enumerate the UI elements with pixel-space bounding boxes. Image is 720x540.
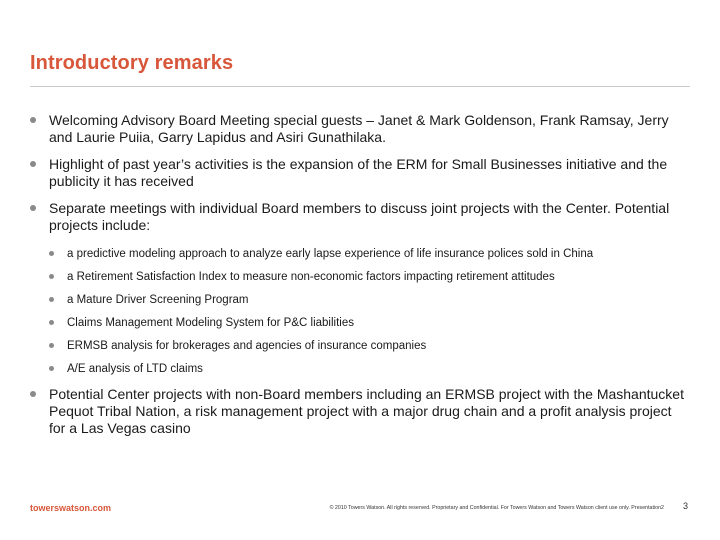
sub-bullet-item xyxy=(49,362,690,376)
sub-bullet-text: A/E analysis of LTD claims xyxy=(67,363,203,375)
bullet-text: Separate meetings with individual Board members to discuss joint projects with the Center. Potential projects include: xyxy=(49,200,670,233)
sub-bullet-list xyxy=(49,247,690,376)
sub-bullet-item xyxy=(49,339,690,353)
sub-bullet-item xyxy=(49,293,690,307)
sub-bullet-item xyxy=(49,270,690,284)
sub-bullet-dot-icon xyxy=(49,343,54,348)
sub-bullet-text: ERMSB analysis for brokerages and agencies of insurance companies xyxy=(67,340,427,352)
bullet-text: Welcoming Advisory Board Meeting special guests – Janet & Mark Goldenson, Frank Ramsay, Jerry and Laurie Puiia, Garry Lapidus and Asiri Gunathilaka. xyxy=(49,112,669,145)
sub-bullet-text: a predictive modeling approach to analyze early lapse experience of life insurance polices sold in China xyxy=(67,248,594,260)
bullet-dot-icon xyxy=(30,391,36,397)
bullet-dot-icon xyxy=(30,117,36,123)
bullet-dot-icon xyxy=(30,161,36,167)
sub-bullet-text: a Retirement Satisfaction Index to measure non-economic factors impacting retirement attitudes xyxy=(67,271,555,283)
sub-bullet-item xyxy=(49,247,690,261)
bullet-item xyxy=(30,156,690,190)
company-logo-text: towerswatson.com xyxy=(30,503,112,513)
sub-bullet-dot-icon xyxy=(49,320,54,325)
bullet-item xyxy=(30,386,690,437)
page-number: 3 xyxy=(683,501,689,511)
slide-title: Introductory remarks xyxy=(30,52,234,74)
copyright-notice: © 2010 Towers Watson. All rights reserved. Proprietary and Confidential. For Towers Watson and Towers Watson client use only. Presentation2 xyxy=(329,505,664,511)
bullet-list xyxy=(30,112,690,447)
bullet-text: Highlight of past year’s activities is the expansion of the ERM for Small Businesses initiative and the publicity it has received xyxy=(49,156,668,189)
bullet-item xyxy=(30,112,690,146)
sub-bullet-text: Claims Management Modeling System for P&C liabilities xyxy=(67,317,354,329)
sub-bullet-dot-icon xyxy=(49,366,54,371)
sub-bullet-dot-icon xyxy=(49,297,54,302)
bullet-dot-icon xyxy=(30,205,36,211)
title-divider xyxy=(30,86,690,87)
sub-bullet-item xyxy=(49,316,690,330)
sub-bullet-dot-icon xyxy=(49,251,54,256)
sub-bullet-dot-icon xyxy=(49,274,54,279)
sub-bullet-text: a Mature Driver Screening Program xyxy=(67,294,249,306)
bullet-text: Potential Center projects with non-Board members including an ERMSB project with the Mashantucket Pequot Tribal Nation, a risk management project with a major drug chain and a profit analysis project for a Las Vegas casino xyxy=(49,386,684,436)
bullet-item xyxy=(30,200,690,376)
